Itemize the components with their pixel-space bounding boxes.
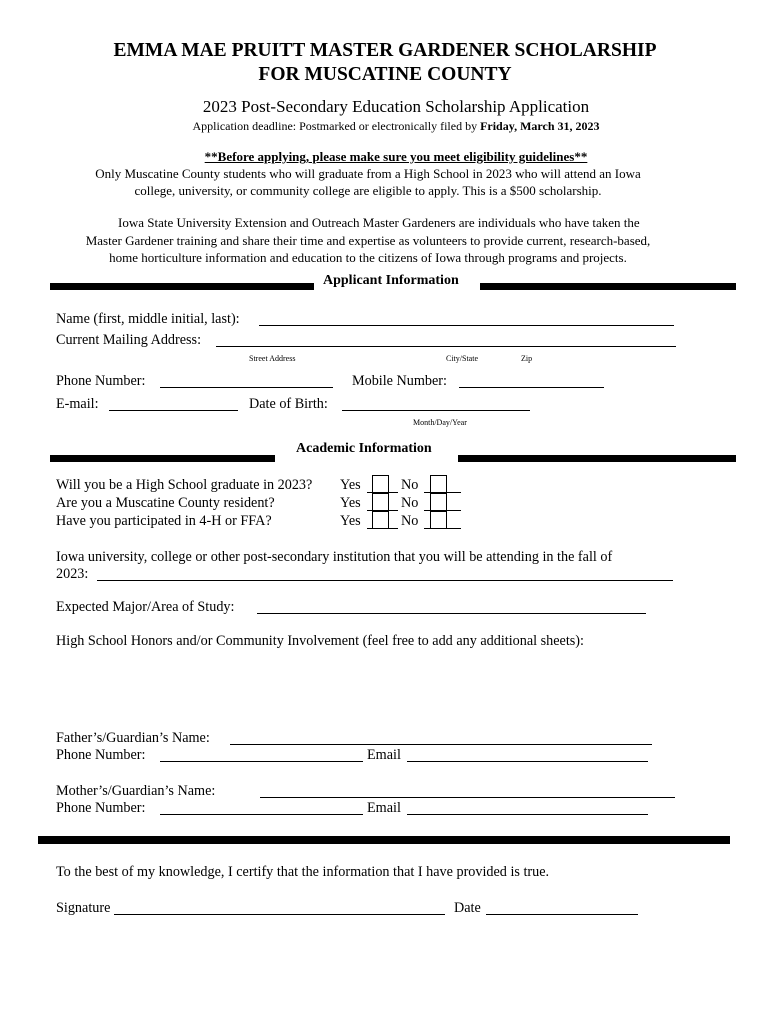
phone-label: Phone Number: <box>56 373 146 389</box>
deadline-prefix: Application deadline: Postmarked or electronically filed by <box>192 119 481 133</box>
father-email-label: Email <box>367 747 401 763</box>
institution-field[interactable] <box>97 580 673 581</box>
mother-phone-field[interactable] <box>160 814 363 815</box>
name-label: Name (first, middle initial, last): <box>56 311 240 327</box>
dob-hint: Month/Day/Year <box>413 418 467 427</box>
mobile-field[interactable] <box>459 387 604 388</box>
certification-divider <box>38 836 730 844</box>
about-line2: Master Gardener training and share their time and expertise as volunteers to provide current, research-based, <box>85 233 651 248</box>
honors-label: High School Honors and/or Community Involvement (feel free to add any additional sheets): <box>56 633 584 649</box>
about-line3: home horticulture information and education to the citizens of Iowa through programs and projects. <box>109 250 627 265</box>
mother-email-field[interactable] <box>407 814 648 815</box>
date-label: Date <box>454 900 481 916</box>
applicant-section-title: Applicant Information <box>323 273 459 288</box>
mother-name-field[interactable] <box>260 797 675 798</box>
email-label: E-mail: <box>56 396 99 412</box>
phone-field[interactable] <box>160 387 333 388</box>
father-phone-label: Phone Number: <box>56 747 146 763</box>
father-name-field[interactable] <box>230 744 652 745</box>
eligibility-line2: college, university, or community college are eligible to apply. This is a $500 scholarship. <box>134 183 602 198</box>
academic-divider-left <box>50 455 275 462</box>
question-4h-ffa-yes-label: Yes <box>340 513 361 529</box>
mother-phone-label: Phone Number: <box>56 800 146 816</box>
eligibility-heading: **Before applying, please make sure you meet eligibility guidelines** <box>204 149 588 164</box>
academic-section-title: Academic Information <box>296 441 432 456</box>
academic-divider-right <box>458 455 736 462</box>
question-4h-ffa-no-label: No <box>401 513 419 529</box>
form-title-line1: EMMA MAE PRUITT MASTER GARDENER SCHOLARSHIP <box>113 40 657 61</box>
dob-label: Date of Birth: <box>249 396 328 412</box>
major-field[interactable] <box>257 613 646 614</box>
question-resident-no-checkbox[interactable] <box>430 493 447 511</box>
section-divider-left <box>50 283 314 290</box>
institution-label-line1: Iowa university, college or other post-secondary institution that you will be attending in the fall of <box>56 549 613 565</box>
date-field[interactable] <box>486 914 638 915</box>
about-line1: Iowa State University Extension and Outreach Master Gardeners are individuals who have taken the <box>118 215 640 230</box>
honors-response-area[interactable] <box>56 655 676 725</box>
section-divider-right <box>480 283 736 290</box>
question-graduate-no-label: No <box>401 477 419 493</box>
signature-field[interactable] <box>114 914 445 915</box>
father-email-field[interactable] <box>407 761 648 762</box>
question-4h-ffa-yes-checkbox[interactable] <box>372 511 389 529</box>
deadline-text <box>0 119 770 134</box>
father-phone-field[interactable] <box>160 761 363 762</box>
mobile-label: Mobile Number: <box>352 373 447 389</box>
address-label: Current Mailing Address: <box>56 332 202 348</box>
major-label: Expected Major/Area of Study: <box>56 599 235 615</box>
eligibility-line1: Only Muscatine County students who will graduate from a High School in 2023 who will attend an Iowa <box>95 166 641 181</box>
mother-email-label: Email <box>367 800 401 816</box>
question-resident-yes-label: Yes <box>340 495 361 511</box>
form-subtitle: 2023 Post-Secondary Education Scholarship Application <box>202 97 590 116</box>
question-graduate-yes-checkbox[interactable] <box>372 475 389 493</box>
street-hint: Street Address <box>249 354 296 363</box>
signature-label: Signature <box>56 900 111 916</box>
email-field[interactable] <box>109 410 238 411</box>
address-field[interactable] <box>216 346 676 347</box>
deadline-date: Friday, March 31, 2023 <box>480 119 600 133</box>
question-graduate-no-checkbox[interactable] <box>430 475 447 493</box>
question-graduate-yes-label: Yes <box>340 477 361 493</box>
certification-statement: To the best of my knowledge, I certify that the information that I have provided is true. <box>56 864 550 880</box>
question-resident-yes-checkbox[interactable] <box>372 493 389 511</box>
question-resident: Are you a Muscatine County resident? <box>56 495 275 511</box>
father-name-label: Father’s/Guardian’s Name: <box>56 730 210 746</box>
city-state-hint: City/State <box>446 354 478 363</box>
dob-field[interactable] <box>342 410 530 411</box>
question-4h-ffa: Have you participated in 4-H or FFA? <box>56 513 272 529</box>
name-field[interactable] <box>259 325 674 326</box>
question-4h-ffa-no-checkbox[interactable] <box>430 511 447 529</box>
question-resident-no-label: No <box>401 495 419 511</box>
form-title-line2: FOR MUSCATINE COUNTY <box>258 64 512 85</box>
question-graduate: Will you be a High School graduate in 2023? <box>56 477 313 493</box>
mother-name-label: Mother’s/Guardian’s Name: <box>56 783 216 799</box>
zip-hint: Zip <box>521 354 533 363</box>
institution-label-line2: 2023: <box>56 566 89 582</box>
